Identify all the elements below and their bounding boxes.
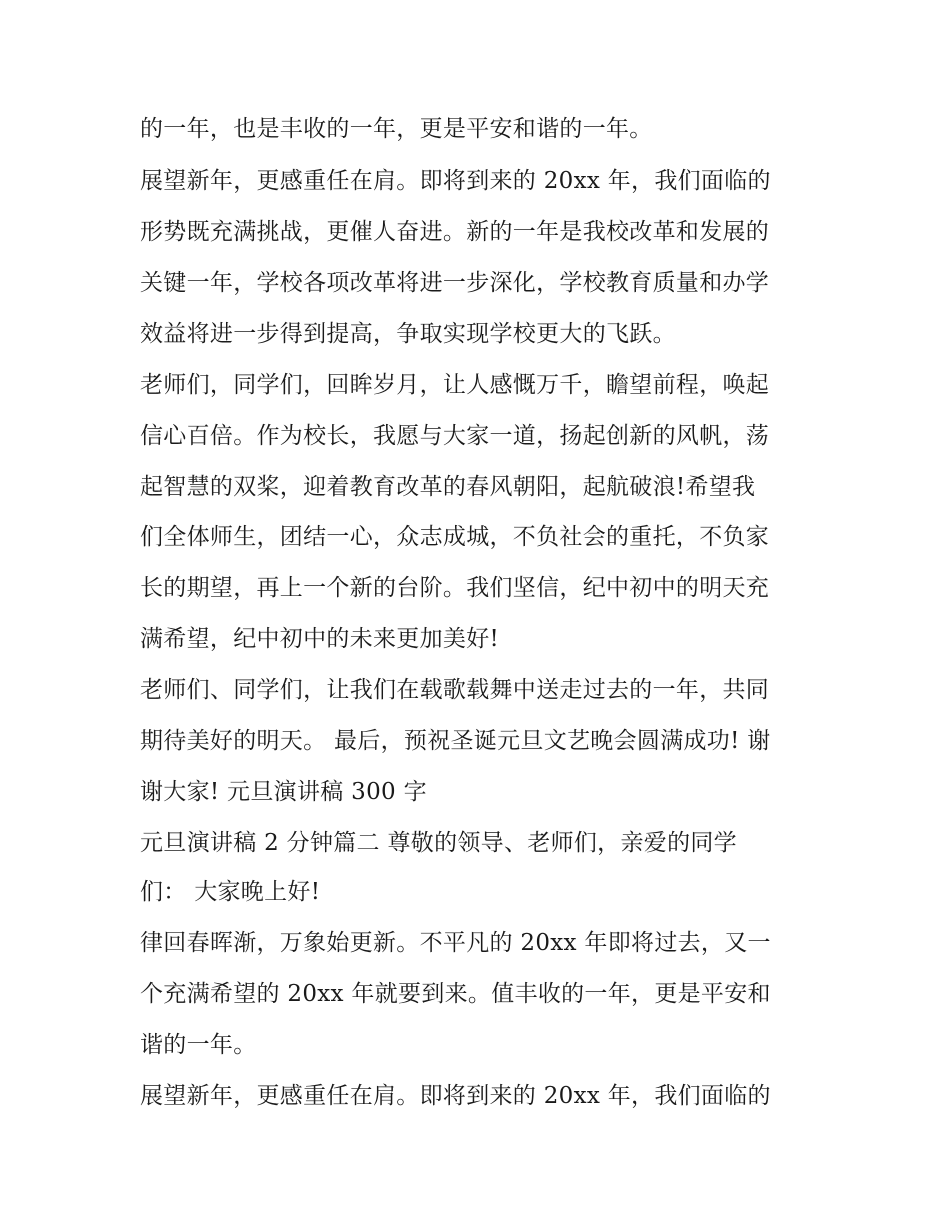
text-line: 展望新年，更感重任在肩。即将到来的 20xx 年，我们面临的 — [140, 1083, 771, 1109]
text-line: 个充满希望的 20xx 年就要到来。值丰收的一年，更是平安和 — [140, 981, 771, 1007]
text-line: 形势既充满挑战，更催人奋进。新的一年是我校改革和发展的 — [140, 219, 770, 245]
text-line: 们： 大家晚上好! — [140, 879, 321, 905]
text-line: 信心百倍。作为校长，我愿与大家一道，扬起创新的风帆，荡 — [140, 423, 770, 449]
text-line: 律回春晖渐，万象始更新。不平凡的 20xx 年即将过去，又一 — [140, 930, 771, 956]
text-line: 谢大家! 元旦演讲稿 300 字 — [140, 779, 427, 805]
text-line: 起智慧的双桨，迎着教育改革的春风朝阳，起航破浪!希望我 — [140, 474, 756, 500]
text-line: 老师们，同学们，回眸岁月，让人感慨万千，瞻望前程，唤起 — [140, 372, 770, 398]
text-line: 元旦演讲稿 2 分钟篇二 尊敬的领导、老师们，亲爱的同学 — [140, 830, 737, 856]
text-line: 长的期望，再上一个新的台阶。我们坚信，纪中初中的明天充 — [140, 575, 770, 601]
text-line: 展望新年，更感重任在肩。即将到来的 20xx 年，我们面临的 — [140, 168, 771, 194]
text-line: 谐的一年。 — [140, 1032, 257, 1058]
text-line: 效益将进一步得到提高，争取实现学校更大的飞跃。 — [140, 321, 676, 347]
text-line: 关键一年，学校各项改革将进一步深化，学校教育质量和办学 — [140, 270, 770, 296]
text-line: 满希望，纪中初中的未来更加美好! — [140, 626, 500, 652]
text-line: 老师们、同学们，让我们在载歌载舞中送走过去的一年，共同 — [140, 677, 770, 703]
text-line: 期待美好的明天。 最后，预祝圣诞元旦文艺晚会圆满成功! 谢 — [140, 728, 771, 754]
text-line: 们全体师生，团结一心，众志成城，不负社会的重托，不负家 — [140, 524, 770, 550]
text-line: 的一年，也是丰收的一年，更是平安和谐的一年。 — [140, 116, 653, 142]
